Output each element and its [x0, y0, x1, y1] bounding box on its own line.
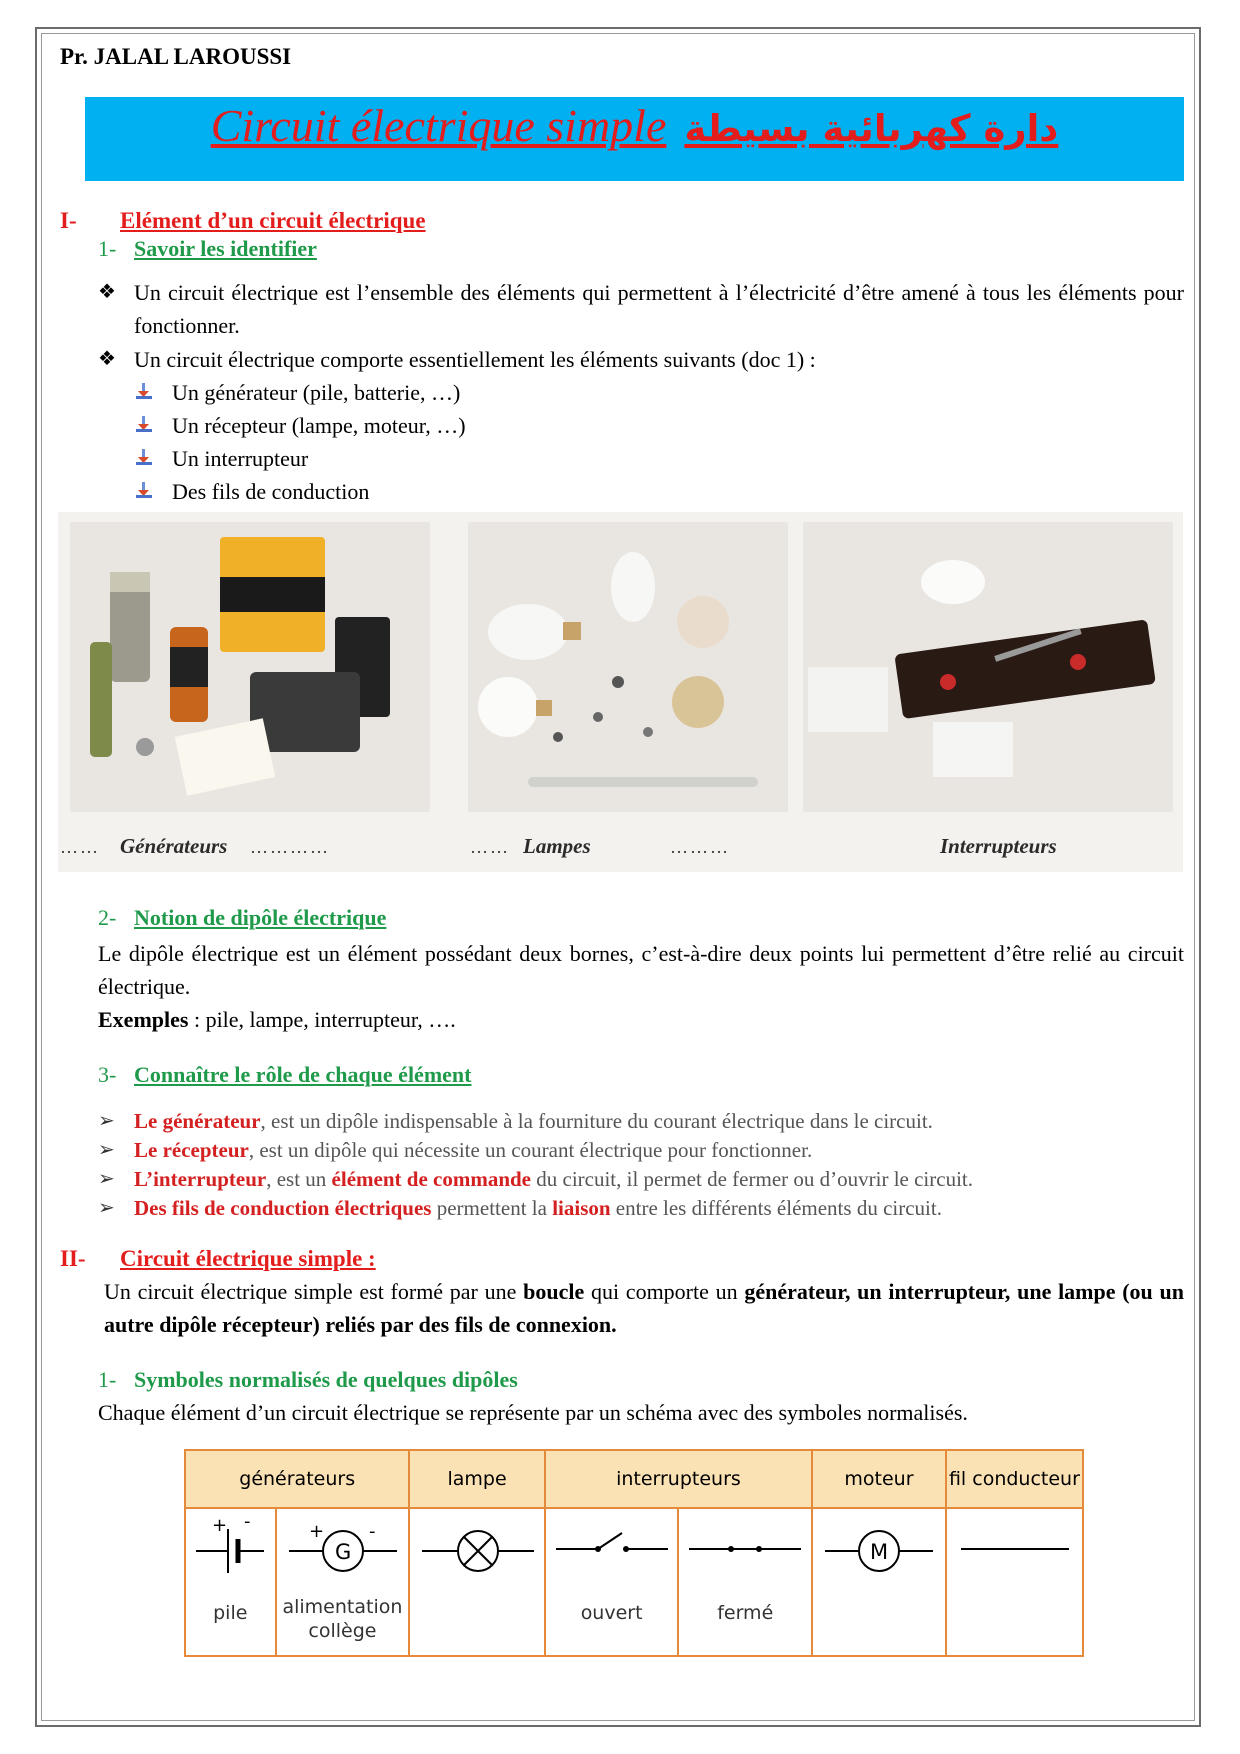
closed-switch-symbol: [679, 1509, 813, 1655]
cell-wire: [946, 1508, 1083, 1656]
role-text: , est un: [266, 1167, 332, 1191]
subsection-1-2-title: Notion de dipôle électrique: [134, 905, 387, 930]
definition-text: Un circuit électrique simple est formé par une: [104, 1279, 524, 1304]
role-text: , est un dipôle indispensable à la fourniture du courant électrique dans le circuit.: [260, 1109, 933, 1133]
section-1-title: Elément d’un circuit électrique: [120, 208, 426, 233]
caption-lamps: Lampes: [523, 834, 591, 858]
caption-dots: ……: [60, 837, 100, 857]
role-item: [98, 1165, 1184, 1193]
role-text: permettent la: [431, 1196, 553, 1220]
title-arabic: دارة كهربائية بسيطة: [684, 107, 1059, 150]
title-french: Circuit électrique simple: [210, 100, 667, 151]
section-2-heading: [60, 1246, 376, 1272]
lamps-illustration: [468, 522, 788, 812]
bullet-text: Un circuit électrique comporte essentiellement les éléments suivants (doc 1) :: [134, 347, 816, 372]
definition-text: qui comporte un: [584, 1279, 745, 1304]
arrow-bullet-icon: ➢: [98, 1139, 115, 1161]
diamond-bullet-icon: ❖: [98, 348, 116, 370]
role-item: [98, 1194, 1184, 1222]
arrow-bullet-icon: ➢: [98, 1197, 115, 1219]
subsection-1-1-number: 1-: [98, 236, 117, 261]
lamps-photo: [468, 522, 788, 812]
header-generators: générateurs: [185, 1450, 409, 1508]
simple-circuit-definition: [104, 1275, 1184, 1341]
definition-bold: boucle: [523, 1279, 585, 1304]
header-switches: interrupteurs: [545, 1450, 812, 1508]
bullet-text: Un circuit électrique est l’ensemble des éléments qui permettent à l’électricité d’être amené à tous les éléments pour fonctionner.: [134, 280, 1184, 338]
m-letter: M: [870, 1540, 889, 1564]
open-switch-symbol: [546, 1509, 680, 1655]
caption-dots: …………: [250, 837, 330, 857]
role-term: Des fils de conduction électriques: [134, 1196, 432, 1220]
subsection-1-2-number: 2-: [98, 905, 117, 930]
arrow-bullet-icon: [136, 416, 152, 434]
examples-text: : pile, lampe, interrupteur, ….: [188, 1007, 456, 1032]
role-item: [98, 1107, 1184, 1135]
generators-photo: [70, 522, 430, 812]
subsection-2-1-title: Symboles normalisés de quelques dipôles: [134, 1367, 518, 1392]
label-pile: pile: [213, 1602, 248, 1624]
list-item-text: Un récepteur (lampe, moteur, …): [172, 413, 466, 438]
battery-symbol: [186, 1509, 276, 1655]
cell-lamp: [409, 1508, 544, 1656]
section-1-heading: [60, 208, 426, 234]
g-letter: G: [334, 1540, 351, 1564]
label-alimentation: alimentation collège: [282, 1596, 403, 1642]
role-text: entre les différents éléments du circuit.: [610, 1196, 942, 1220]
arrow-bullet-icon: [136, 482, 152, 500]
examples-label: Exemples: [98, 1007, 189, 1032]
caption-generators: Générateurs: [120, 834, 228, 858]
section-2-number: II-: [60, 1246, 86, 1271]
section-2-title: Circuit électrique simple :: [120, 1246, 376, 1271]
header-motor: moteur: [812, 1450, 946, 1508]
list-item: [136, 442, 308, 475]
subsection-1-2-heading: [98, 905, 386, 931]
switches-illustration: [803, 522, 1173, 812]
cell-switch-open: [545, 1508, 679, 1656]
role-text: du circuit, il permet de fermer ou d’ouvrir le circuit.: [531, 1167, 973, 1191]
motor-symbol: [813, 1509, 947, 1655]
bullet-item: [98, 276, 1184, 342]
battery-illustration: [70, 522, 430, 812]
bullet-item: [98, 343, 1184, 376]
subsection-1-1-heading: [98, 236, 317, 262]
subsection-1-3-number: 3-: [98, 1062, 117, 1087]
definition-bold: générateur, un interrupteur, une lampe (ou un autre dipôle récepteur) reliés par des fils de connexion.: [104, 1279, 1184, 1337]
role-term: Le récepteur: [134, 1138, 249, 1162]
cell-alimentation: [276, 1508, 410, 1656]
list-item: [136, 376, 460, 409]
title-banner: [85, 97, 1184, 181]
switches-photo: [803, 522, 1173, 812]
dipole-definition: Le dipôle électrique est un élément possédant deux bornes, c’est-à-dire deux points lui permettent d’être relié au circuit électrique.: [98, 941, 1184, 999]
list-item-text: Des fils de conduction: [172, 479, 370, 504]
minus-sign: -: [368, 1521, 376, 1542]
subsection-2-1-number: 1-: [98, 1367, 117, 1392]
role-text: , est un dipôle qui nécessite un courant électrique pour fonctionner.: [248, 1138, 813, 1162]
role-term: élément de commande: [331, 1167, 531, 1191]
caption-switches: Interrupteurs: [940, 834, 1057, 858]
list-item-text: Un interrupteur: [172, 446, 309, 471]
list-item: [136, 475, 369, 508]
role-term: Le générateur: [134, 1109, 261, 1133]
section-1-number: I-: [60, 208, 77, 233]
label-closed: fermé: [717, 1602, 774, 1624]
symbols-table: [184, 1449, 1084, 1657]
symbols-intro: Chaque élément d’un circuit électrique se représente par un schéma avec des symboles normalisés.: [98, 1400, 968, 1425]
role-term: L’interrupteur: [134, 1167, 267, 1191]
caption-dots: ………: [670, 837, 730, 857]
wire-symbol: [947, 1509, 1083, 1655]
arrow-bullet-icon: [136, 383, 152, 401]
header-wire: fil conducteur: [946, 1450, 1083, 1508]
role-item: [98, 1136, 1184, 1164]
subsection-2-1-heading: [98, 1367, 518, 1393]
minus-sign: -: [244, 1511, 251, 1532]
diamond-bullet-icon: ❖: [98, 281, 116, 303]
role-term: liaison: [552, 1196, 611, 1220]
arrow-bullet-icon: [136, 449, 152, 467]
plus-sign: +: [212, 1515, 228, 1536]
list-item: [136, 409, 466, 442]
lamp-symbol: [410, 1509, 546, 1655]
caption-dots: ……: [470, 837, 510, 857]
list-item-text: Un générateur (pile, batterie, …): [172, 380, 461, 405]
cell-pile: [185, 1508, 276, 1656]
subsection-1-3-title: Connaître le rôle de chaque élément: [134, 1062, 472, 1087]
subsection-1-3-heading: [98, 1062, 471, 1088]
cell-motor: [812, 1508, 946, 1656]
cell-switch-closed: [678, 1508, 812, 1656]
arrow-bullet-icon: ➢: [98, 1168, 115, 1190]
subsection-1-1-title: Savoir les identifier: [134, 236, 317, 261]
plus-sign: +: [308, 1521, 324, 1542]
doc1-photos: [58, 512, 1183, 872]
author-name: Pr. JALAL LAROUSSI: [60, 44, 292, 69]
header-lamp: lampe: [409, 1450, 544, 1508]
label-open: ouvert: [580, 1602, 643, 1624]
arrow-bullet-icon: ➢: [98, 1110, 115, 1132]
dipole-examples: [98, 1003, 456, 1036]
page-title: [85, 99, 1184, 152]
